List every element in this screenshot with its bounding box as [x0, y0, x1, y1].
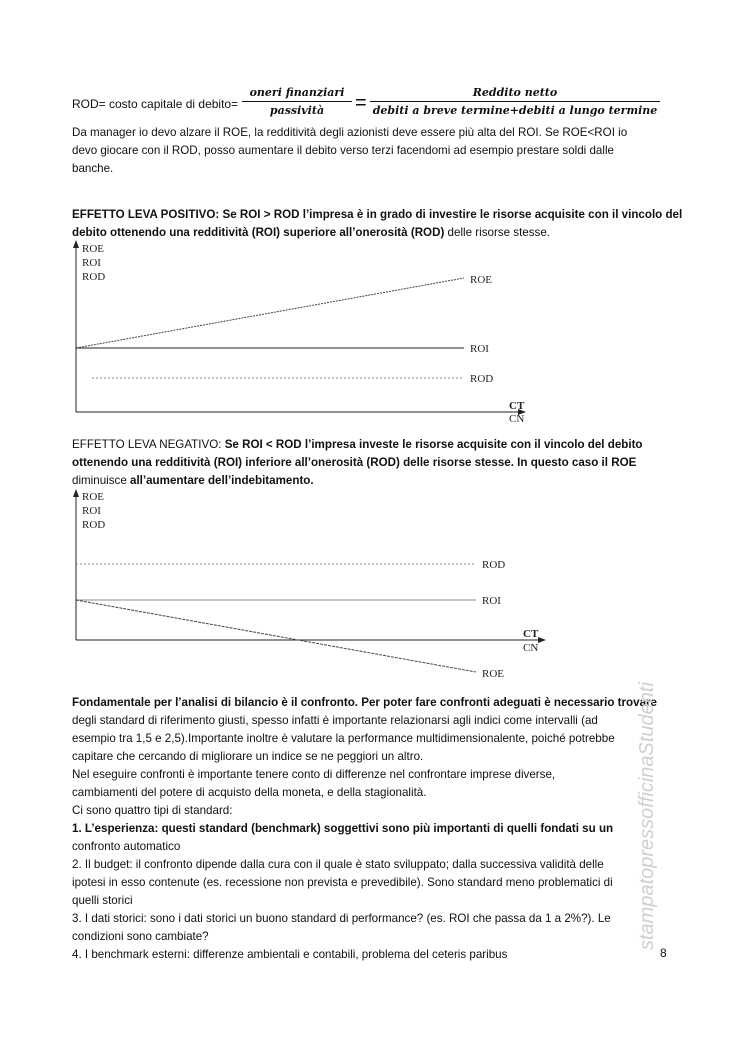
x-label-ct: CT [523, 628, 539, 640]
y-label-roi: ROI [82, 505, 101, 517]
y-label-roe: ROE [82, 491, 104, 503]
series-label-roi: ROI [470, 343, 489, 355]
paragraph-manager [72, 124, 672, 178]
text-line: EFFETTO LEVA POSITIVO: Se ROI > ROD l’impresa è in grado di investire le risorse acquisite con il vincolo del [72, 208, 683, 221]
text-line: confronto automatico [72, 840, 181, 853]
fraction-reddito-debiti [370, 86, 660, 117]
fraction-denominator: debiti a breve termine+debiti a lungo termine [372, 104, 658, 117]
list-item: 4. I benchmark esterni: differenze ambientali e contabili, problema del ceteris paribus [72, 948, 508, 961]
text-line: devo giocare con il ROD, posso aumentare il debito verso terzi facendomi ad esempio prestare soldi dalle [72, 144, 614, 157]
series-roe-line [76, 278, 464, 348]
page-number: 8 [660, 946, 667, 960]
list-item: 3. I dati storici: sono i dati storici un buono standard di performance? (es. ROI che passa da 1 a 2%?). Le [72, 912, 611, 925]
text-line: quelli storici [72, 894, 133, 907]
text-line: degli standard di riferimento giusti, spesso infatti è importante relazionarsi agli indici come intervalli (ad [72, 714, 598, 727]
text-line: condizioni sono cambiate? [72, 930, 209, 943]
text-line: EFFETTO LEVA NEGATIVO: Se ROI < ROD l’impresa investe le risorse acquisite con il vincolo del debito [72, 438, 643, 451]
series-label-roi: ROI [482, 595, 501, 607]
series-label-rod: ROD [470, 373, 494, 385]
chart-leva-positiva [72, 238, 532, 423]
text-line: Fondamentale per l’analisi di bilancio è il confronto. Per poter fare confronti adeguati è necessario trovare [72, 696, 657, 709]
fraction-numerator: oneri finanziari [249, 86, 345, 99]
chart-leva-negativa [72, 488, 562, 680]
paragraph-confronto [72, 694, 672, 964]
text-line: esempio tra 1,5 e 2,5).Importante inoltre è valutare la performance multidimensionalente, poiché potrebbe [72, 732, 615, 745]
y-axis-arrow [73, 489, 79, 497]
y-label-roi: ROI [82, 257, 101, 269]
text-line: Nel eseguire confronti è importante tenere conto di differenze nel confrontare imprese diverse, [72, 768, 556, 781]
text-line: Ci sono quattro tipi di standard: [72, 804, 233, 817]
text-line: ottenendo una redditività (ROI) inferiore all’onerosità (ROD) delle risorse stesse. In questo caso il ROE [72, 456, 637, 469]
fraction-denominator: passività [269, 104, 325, 117]
list-item: 1. L’esperienza: questi standard (benchmark) soggettivi sono più importanti di quelli fondati su un [72, 822, 614, 835]
y-label-rod: ROD [82, 519, 106, 531]
y-label-roe: ROE [82, 243, 104, 255]
series-label-roe: ROE [470, 274, 492, 286]
text-line: cambiamenti del potere di acquisto della moneta, e della stagionalità. [72, 786, 427, 799]
text-line: capitare che cercando di migliorare un indice se ne peggiori un altro. [72, 750, 424, 763]
fraction-bar [370, 101, 660, 102]
rod-formula [72, 86, 672, 126]
series-label-rod: ROD [482, 559, 506, 571]
x-label-cn: CN [509, 413, 525, 423]
fraction-bar [242, 101, 352, 102]
text-line: banche. [72, 162, 114, 175]
heading-leva-negativo [72, 436, 672, 490]
fraction-numerator: Reddito netto [472, 86, 558, 99]
watermark: stampatopressofficinaStudenti [636, 682, 658, 950]
formula-prefix: ROD= costo capitale di debito= [72, 97, 239, 111]
x-label-cn: CN [523, 642, 539, 654]
text-line: debito ottenendo una redditività (ROI) superiore all’onerosità (ROD) delle risorse stesse. [72, 226, 551, 239]
fraction-oneri-passivita [242, 86, 352, 117]
list-item: 2. Il budget: il confronto dipende dalla cura con il quale è stato sviluppato; dalla successiva validità delle [72, 858, 604, 871]
y-axis-arrow [73, 240, 79, 248]
series-roe-line [76, 600, 476, 672]
heading-leva-positivo [72, 206, 683, 242]
formula-equals: = [355, 92, 367, 114]
text-line: Da manager io devo alzare il ROE, la redditività degli azionisti deve essere più alta del ROI. Se ROE<ROI io [72, 126, 628, 139]
series-label-roe: ROE [482, 668, 504, 680]
text-line: ipotesi in esso contenute (es. recessione non prevista e prevedibile). Sono standard meno problematici di [72, 876, 613, 889]
text-line: diminuisce all’aumentare dell’indebitamento. [72, 474, 314, 487]
y-label-rod: ROD [82, 271, 106, 283]
x-label-ct: CT [509, 400, 525, 412]
